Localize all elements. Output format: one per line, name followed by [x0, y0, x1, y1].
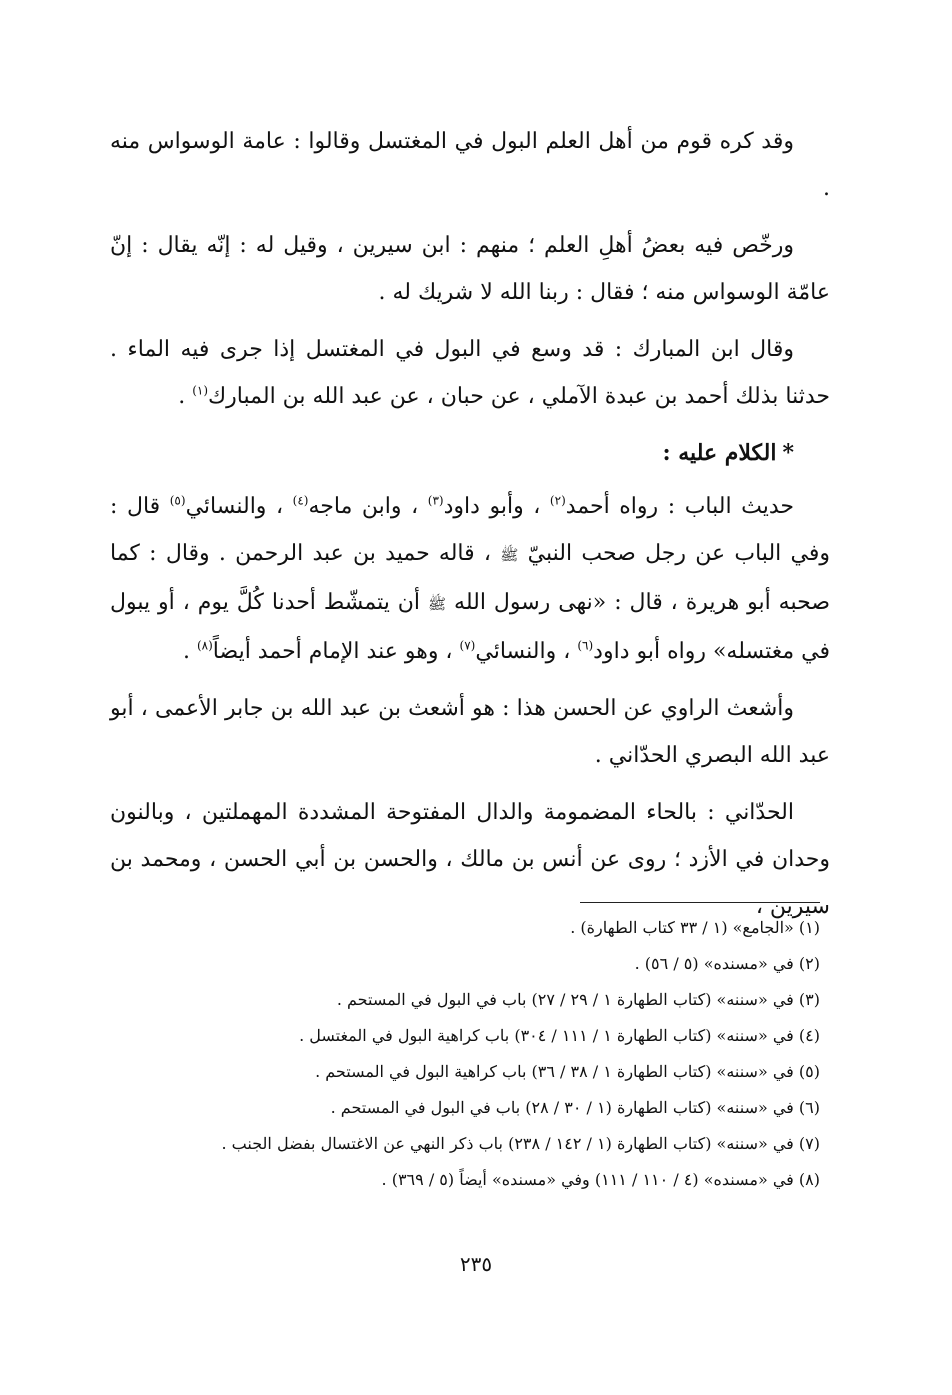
- footnote-4: (٤) في «سننه» (كتاب الطهارة ١ / ١١١ / ٣٠٤) باب كراهية البول في المغتسل .: [299, 1026, 820, 1045]
- footnote-8: (٨) في «مسنده» (٤ / ١١٠ / ١١١) وفي «مسنده» أيضاً (٥ / ٣٦٩) .: [381, 1170, 820, 1189]
- hadith-text-h: ، والنسائي: [475, 639, 571, 664]
- hadith-text-g: أن يتمشّط أحدنا كُلَّ يوم ، أو يبول في مغتسله» رواه أبو داود: [110, 590, 830, 664]
- footnote-ref-1[interactable]: (١): [192, 383, 209, 398]
- footnote-divider: [580, 902, 820, 903]
- footnote-ref-5[interactable]: (٥): [169, 493, 186, 508]
- hadith-paragraph: [110, 483, 830, 675]
- paragraph-huddani: الحدّاني : بالحاء المضمومة والدال المفتوحة المشددة المهملتين ، وبالنون وحدان في الأزد ؛ روى عن أنس بن مالك ، والحسن بن أبي الحسن ، ومحمد بن سيرين ،: [110, 800, 830, 919]
- hadith-text-f: ، قاله حميد بن عبد الرحمن . وقال : كما صحبه أبو هريرة ، قال : «نهى رسول الله: [110, 541, 830, 615]
- paragraph-1: وقد كره قوم من أهل العلم البول في المغتسل وقالوا : عامة الوسواس منه .: [110, 129, 830, 201]
- main-text: [110, 118, 830, 940]
- paragraph-3: [110, 326, 830, 420]
- footnote-ref-3[interactable]: (٣): [427, 493, 444, 508]
- section-heading: [110, 430, 830, 477]
- footnote-ref-8[interactable]: (٨): [196, 638, 213, 653]
- footnote-7: (٧) في «سننه» (كتاب الطهارة (١ / ١٤٢ / ٢٣٨) باب ذكر النهي عن الاغتسال بفضل الجنب .: [221, 1134, 820, 1153]
- hadith-text-i: ، وهو عند الإمام أحمد أيضاً: [212, 639, 453, 664]
- footnote-5: (٥) في «سننه» (كتاب الطهارة ١ / ٣٨ / ٣٦) باب كراهية البول في المستحم .: [315, 1062, 820, 1081]
- salutation-glyph-2: ﷺ: [427, 595, 447, 613]
- paragraph-ashath: وأشعث الراوي عن الحسن هذا : هو أشعث بن عبد الله بن جابر الأعمى ، أبو عبد الله البصري الحدّاني .: [110, 696, 830, 768]
- asterisk-icon: *: [782, 440, 794, 466]
- footnote-ref-7[interactable]: (٧): [459, 638, 476, 653]
- footnote-1: (١) «الجامع» (١ / ٣٣ كتاب الطهارة) .: [570, 918, 820, 937]
- footnote-2: (٢) في «مسنده» (٥ / ٥٦) .: [634, 954, 820, 973]
- hadith-text-d: ، والنسائي: [185, 494, 284, 519]
- sentence-end: .: [178, 384, 186, 409]
- salutation-glyph: ﷺ: [500, 546, 519, 564]
- footnote-6: (٦) في «سننه» (كتاب الطهارة (١ / ٣٠ / ٢٨) باب في البول في المستحم .: [330, 1098, 820, 1117]
- paragraph-3-text: وقال ابن المبارك : قد وسع في البول في المغتسل إذا جرى فيه الماء . حدثنا بذلك أحمد بن عبدة الآملي ، عن حبان ، عن عبد الله بن المبارك: [110, 337, 830, 409]
- paragraph-2: ورخّص فيه بعضُ أهلِ العلم ؛ منهم : ابن سيرين ، وقيل له : إنّه يقال : إنّ عامّة الوسواس منه ؛ فقال : ربنا الله لا شريك له .: [110, 233, 830, 305]
- footnote-ref-4[interactable]: (٤): [292, 493, 309, 508]
- page-number: ٢٣٥: [459, 1252, 493, 1276]
- footnote-ref-6[interactable]: (٦): [577, 638, 594, 653]
- hadith-text-e: قال : وفي الباب عن رجل صحب النبيّ: [110, 494, 830, 566]
- hadith-text-a: حديث الباب : رواه أحمد: [565, 494, 794, 519]
- footnote-3: (٣) في «سننه» (كتاب الطهارة ١ / ٢٩ / ٢٧) باب في البول في المستحم .: [336, 990, 820, 1009]
- hadith-end: .: [182, 639, 190, 664]
- footnote-ref-2[interactable]: (٢): [549, 493, 566, 508]
- hadith-text-c: ، وابن ماجه: [308, 494, 419, 519]
- footnotes: [170, 910, 820, 1198]
- section-heading-text: الكلام عليه :: [662, 440, 777, 466]
- hadith-text-b: ، وأبو داود: [443, 494, 541, 519]
